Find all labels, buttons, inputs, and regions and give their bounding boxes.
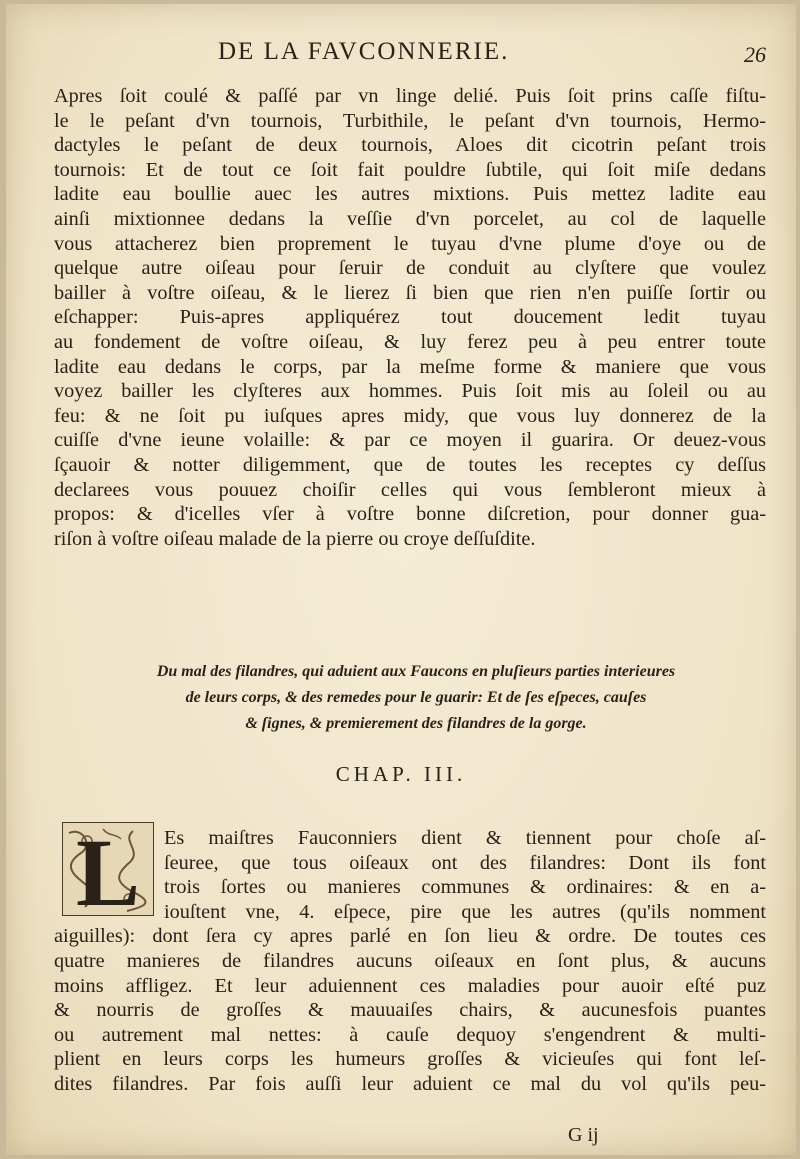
chapter-paragraph xyxy=(54,826,766,1097)
text-line: iouſtent vne, 4. eſpece, pire que les autres (qu'ils nomment xyxy=(164,900,766,923)
text-line: riſon à voſtre oiſeau malade de la pierre ou croye deſſuſdite. xyxy=(54,527,536,550)
text-line: ſeuree, que tous oiſeaux ont des filandres: Dont ils font xyxy=(164,851,766,874)
text-line: ladite eau boullie auec les autres mixtions. Puis mettez ladite eau xyxy=(54,183,766,206)
text-line: ladite eau dedans le corps, par la meſme forme & maniere que vous xyxy=(54,355,766,378)
text-line: bailler à voſtre oiſeau, & le lierez ſi bien que rien n'en puiſſe ſortir ou xyxy=(54,281,766,304)
text-line: tournois: Et de tout ce ſoit fait pouldre ſubtile, qui ſoit miſe dedans xyxy=(54,158,766,181)
heading-line: de leurs corps, & des remedes pour le guarir: Et de ſes eſpeces, cauſes xyxy=(185,689,647,706)
text-line: quelque autre oiſeau pour ſeruir de conduit au clyſtere que voulez xyxy=(54,257,766,280)
signature-mark: G ij xyxy=(568,1124,599,1146)
chapter-heading xyxy=(76,659,756,737)
folio-number: 26 xyxy=(744,42,766,67)
heading-line: Du mal des filandres, qui aduient aux Faucons en pluſieurs parties interieures xyxy=(156,663,676,680)
chapter-label: CHAP. III. xyxy=(335,762,467,786)
text-line: aiguilles): dont ſera cy apres parlé en ſon lieu & ordre. De toutes ces xyxy=(54,925,766,948)
heading-line: & ſignes, & premierement des filandres de la gorge. xyxy=(245,715,587,732)
text-line: dites filandres. Par fois auſſi leur aduient ce mal du vol qu'ils peu- xyxy=(54,1072,766,1095)
running-title: DE LA FAVCONNERIE. xyxy=(218,38,510,65)
book-page xyxy=(6,4,796,1155)
text-line: au fondement de voſtre oiſeau, & luy ferez peu à peu entrer toute xyxy=(54,330,766,353)
text-line: eſchapper: Puis-apres appliquérez tout doucement ledit tuyau xyxy=(54,306,766,329)
text-line: declarees vous pouuez choiſir celles qui vous ſembleront mieux à xyxy=(54,478,766,501)
text-line: le le peſant d'vn tournois, Turbithile, le peſant d'vn tournois, Hermo- xyxy=(54,109,766,132)
text-line: vous attacherez bien proprement le tuyau d'vne plume d'oye ou de xyxy=(54,232,766,255)
text-line: trois ſortes ou manieres communes & ordinaires: & en a- xyxy=(164,876,766,899)
text-line: & nourris de groſſes & mauuaiſes chairs, & aucunesfois puantes xyxy=(54,999,766,1022)
text-line: ainſi mixtionnee dedans la veſſie d'vn porcelet, au col de laquelle xyxy=(54,207,766,230)
text-line: dactyles le peſant de deux tournois, Aloes dit cicotrin peſant trois xyxy=(54,134,766,157)
initial-letter: L xyxy=(75,819,141,926)
text-line: ſçauoir & notter diligemment, que de toutes les receptes cy deſſus xyxy=(54,453,766,476)
text-line: plient en leurs corps les humeurs groſſes & vicieuſes qui font leſ- xyxy=(54,1048,766,1071)
text-line: cuiſſe d'vne ieune volaille: & par ce moyen il guarira. Or deuez-vous xyxy=(54,429,766,452)
text-line: ou autrement mal nettes: à cauſe dequoy s'engendrent & multi- xyxy=(54,1023,766,1046)
text-line: Es maiſtres Fauconniers dient & tiennent pour choſe aſ- xyxy=(164,827,766,849)
text-line: Apres ſoit coulé & paſſé par vn linge delié. Puis ſoit prins caſſe fiſtu- xyxy=(54,85,766,107)
paragraph-continuation xyxy=(54,84,766,551)
text-line: feu: & ne ſoit pu iuſques apres midy, que vous luy donnerez de la xyxy=(54,404,766,427)
text-line: moins affligez. Et leur aduiennent ces maladies pour auoir eſté puz xyxy=(54,974,766,997)
running-head xyxy=(6,38,796,72)
text-line: propos: & d'icelles vſer à voſtre bonne diſcretion, pour donner gua- xyxy=(54,503,766,526)
text-line: voyez bailler les clyſteres aux hommes. Puis ſoit mis au ſoleil ou au xyxy=(54,380,766,403)
text-line: quatre manieres de filandres aucuns oiſeaux en ſont plus, & aucuns xyxy=(54,949,766,972)
